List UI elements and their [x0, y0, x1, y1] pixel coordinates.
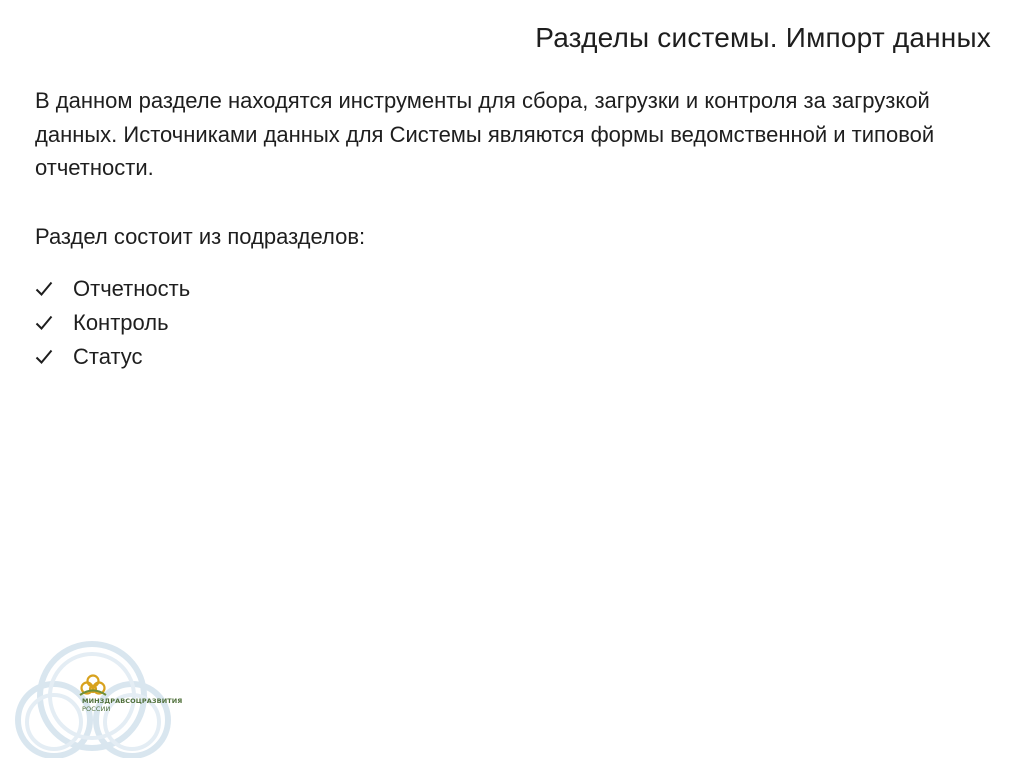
logo-line-1: МИНЗДРАВСОЦРАЗВИТИЯ — [82, 697, 183, 705]
intro-paragraph: В данном разделе находятся инструменты для сбора, загрузки и контроля за загрузкой данных. Источниками данных для Системы являются формы ведомственной и типовой отчетности. — [35, 88, 935, 180]
list-item — [35, 306, 190, 340]
checkmark-icon — [35, 281, 73, 297]
list-item-label: Отчетность — [73, 276, 191, 301]
checkmark-icon — [35, 315, 73, 331]
list-item — [35, 272, 190, 306]
ministry-logo — [14, 638, 214, 758]
list-item-label: Контроль — [73, 310, 169, 335]
ministry-emblem-icon — [76, 674, 110, 698]
logo-line-2: РОССИИ — [82, 704, 111, 713]
subsections-heading: Раздел состоит из подразделов: — [35, 224, 366, 249]
list-item-label: Статус — [73, 344, 143, 369]
logo-text — [82, 698, 182, 713]
subsection-list — [35, 272, 190, 374]
slide-title: Разделы системы. Импорт данных — [535, 22, 991, 53]
checkmark-icon — [35, 349, 73, 365]
list-item — [35, 340, 190, 374]
